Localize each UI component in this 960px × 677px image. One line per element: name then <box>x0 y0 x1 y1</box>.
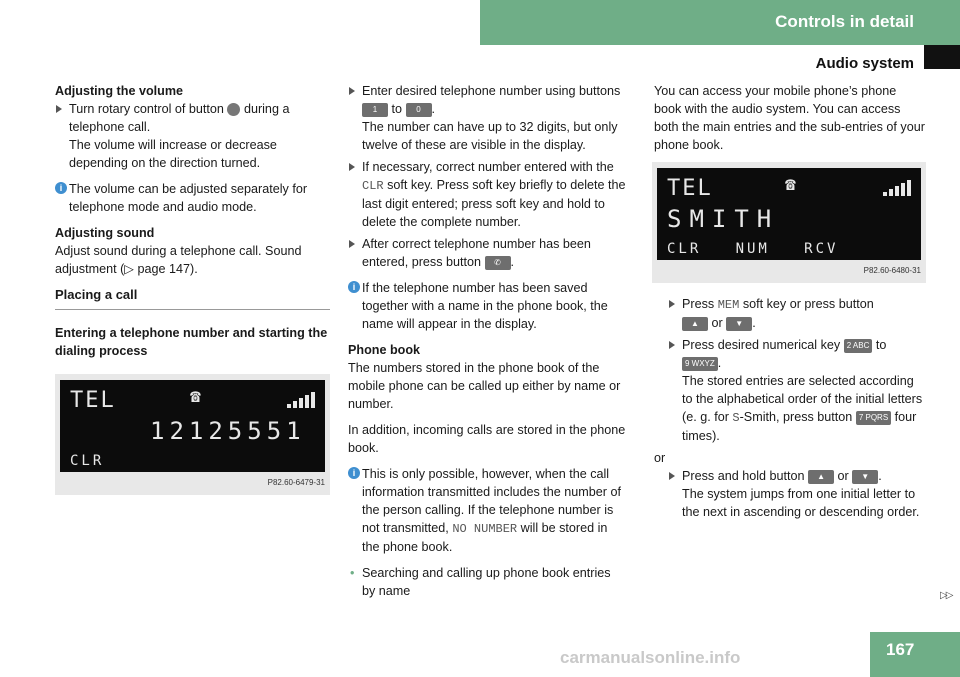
step-press-call: After correct telephone number has been entered, press button ✆ . <box>348 235 626 271</box>
lcd-name: SMITH <box>667 205 780 233</box>
info-text: If the telephone number has been saved together with a name in the phone book, the name will appear in the display. <box>362 281 608 331</box>
step-text: Press and hold button <box>682 469 805 483</box>
continue-icon: ▷▷ <box>940 590 952 601</box>
step-result: The number can have up to 32 digits, but only twelve of these are visible in the display. <box>362 120 618 152</box>
up-arrow-key: ▲ <box>808 470 834 484</box>
info-icon: i <box>348 281 360 293</box>
or-text: or <box>654 451 666 465</box>
lcd-display <box>657 168 921 260</box>
lcd-softkeys: CLR <box>70 453 105 469</box>
lcd-display <box>60 380 325 472</box>
phone-icon: ☎ <box>785 174 796 195</box>
bullet-text: Searching and calling up phone book entries by name <box>362 566 611 598</box>
step-text: Press desired numerical key <box>682 338 841 352</box>
step-numeric-key: Press desired numerical key 2 ABC to 9 WXYZ . The stored entries are selected according to the alphabetical order of the initial letters (e. g. for S-Smith, press button 7 PQRS four times). <box>668 336 926 445</box>
info-icon: i <box>55 182 67 194</box>
key-7: 7 PQRS <box>856 411 891 425</box>
lcd-number: 12125551 <box>150 417 306 445</box>
watermark: carmanualsonline.info <box>560 648 741 667</box>
rotary-button-icon <box>227 103 240 116</box>
connector-text: or <box>711 316 723 330</box>
step-correct-number <box>348 158 626 231</box>
step-result: The volume will increase or decrease depending on the direction turned. <box>69 138 277 170</box>
down-arrow-key: ▼ <box>726 317 752 331</box>
step-text: If necessary, correct number entered with the <box>362 160 614 174</box>
step-text: Enter desired telephone number using buttons <box>362 84 621 98</box>
call-button-icon: ✆ <box>485 256 511 270</box>
image-caption: P82.60-6479-31 <box>267 478 325 487</box>
column-3 <box>654 82 926 521</box>
mem-softkey: MEM <box>717 298 740 312</box>
signal-icon <box>287 392 315 408</box>
lcd-softkeys: CLR NUM RCV <box>667 241 839 257</box>
up-arrow-key: ▲ <box>682 317 708 331</box>
info-text: The volume can be adjusted separately for telephone mode and audio mode. <box>69 182 308 214</box>
book-text-2: In addition, incoming calls are stored in the phone book. <box>348 423 626 455</box>
heading-sound: Adjusting sound <box>55 226 155 240</box>
info-name-display <box>348 279 626 333</box>
lcd-tel: TEL <box>70 388 116 413</box>
clr-softkey: CLR <box>362 179 384 193</box>
info-icon: i <box>348 467 360 479</box>
display-image-1 <box>55 374 330 495</box>
section-title: Controls in detail <box>775 12 914 31</box>
step-enter-number: Enter desired telephone number using buttons 1 to 0 . The number can have up to 32 digits, but only twelve of these are visible in the display. <box>348 82 626 154</box>
intro-text: You can access your mobile phone’s phone book with the audio system. You can access both the main entries and the sub-entries of your phone book. <box>654 84 925 152</box>
step-result: -Smith, press button <box>739 410 853 424</box>
page-number-box <box>870 632 960 677</box>
step-text: soft key or press button <box>742 297 874 311</box>
bullet-search-by-name <box>348 564 626 600</box>
image-caption: P82.60-6480-31 <box>863 266 921 275</box>
letter-s: S <box>732 411 740 425</box>
info-text: will be stored in the phone book. <box>362 521 608 554</box>
step-press-hold: Press and hold button ▲ or ▼ . The system jumps from one initial letter to the next in ascending or descending order. <box>668 467 926 521</box>
phone-icon: ☎ <box>190 386 201 407</box>
heading-phone-book: Phone book <box>348 343 421 357</box>
info-volume <box>55 180 330 216</box>
heading-volume: Adjusting the volume <box>55 84 184 98</box>
step-volume <box>55 100 330 172</box>
step-text: Press <box>682 297 715 311</box>
step-press-mem: Press MEM soft key or press button ▲ or ▼ . <box>668 295 926 332</box>
column-2 <box>348 82 626 600</box>
key-2: 2 ABC <box>844 339 873 353</box>
no-number-display: NO NUMBER <box>452 522 518 536</box>
connector-text: to <box>391 102 403 116</box>
info-text: This is only possible, however, when the call information transmitted includes the number of the person calling. If the telephone number is not transmitted, <box>362 467 622 535</box>
signal-icon <box>883 180 911 196</box>
step-result: The stored entries are selected according to the alphabetical order of the initial letters (e. g. for <box>682 374 923 424</box>
info-caller-number <box>348 465 626 556</box>
key-0: 0 <box>406 103 432 117</box>
step-result: four times). <box>682 410 917 443</box>
section-header <box>480 0 960 45</box>
key-9: 9 WXYZ <box>682 357 718 371</box>
down-arrow-key: ▼ <box>852 470 878 484</box>
subsection-title: Audio system <box>815 55 914 72</box>
step-text: soft key. Press soft key briefly to delete the last digit entered; press soft key and hold to delete the complete number. <box>362 178 626 229</box>
connector-text: or <box>837 469 849 483</box>
key-1: 1 <box>362 103 388 117</box>
sound-text: Adjust sound during a telephone call. Sound adjustment (▷ page 147). <box>55 244 302 276</box>
column-1 <box>55 82 330 495</box>
heading-entering: Entering a telephone number and starting the dialing process <box>55 326 328 358</box>
step-result: The system jumps from one initial letter to the next in ascending or descending order. <box>682 487 920 519</box>
book-text-1: The numbers stored in the phone book of the mobile phone can be called up either by name or number. <box>348 361 621 411</box>
step-text: during a telephone call. <box>69 102 290 134</box>
lcd-tel: TEL <box>667 176 713 201</box>
step-text: After correct telephone number has been entered, press button <box>362 237 591 269</box>
display-image-2 <box>652 162 926 283</box>
step-text: Turn rotary control of button <box>69 102 224 116</box>
page-number: 167 <box>886 640 915 659</box>
section-placing-call: Placing a call <box>55 286 330 310</box>
header-marker <box>924 45 960 69</box>
